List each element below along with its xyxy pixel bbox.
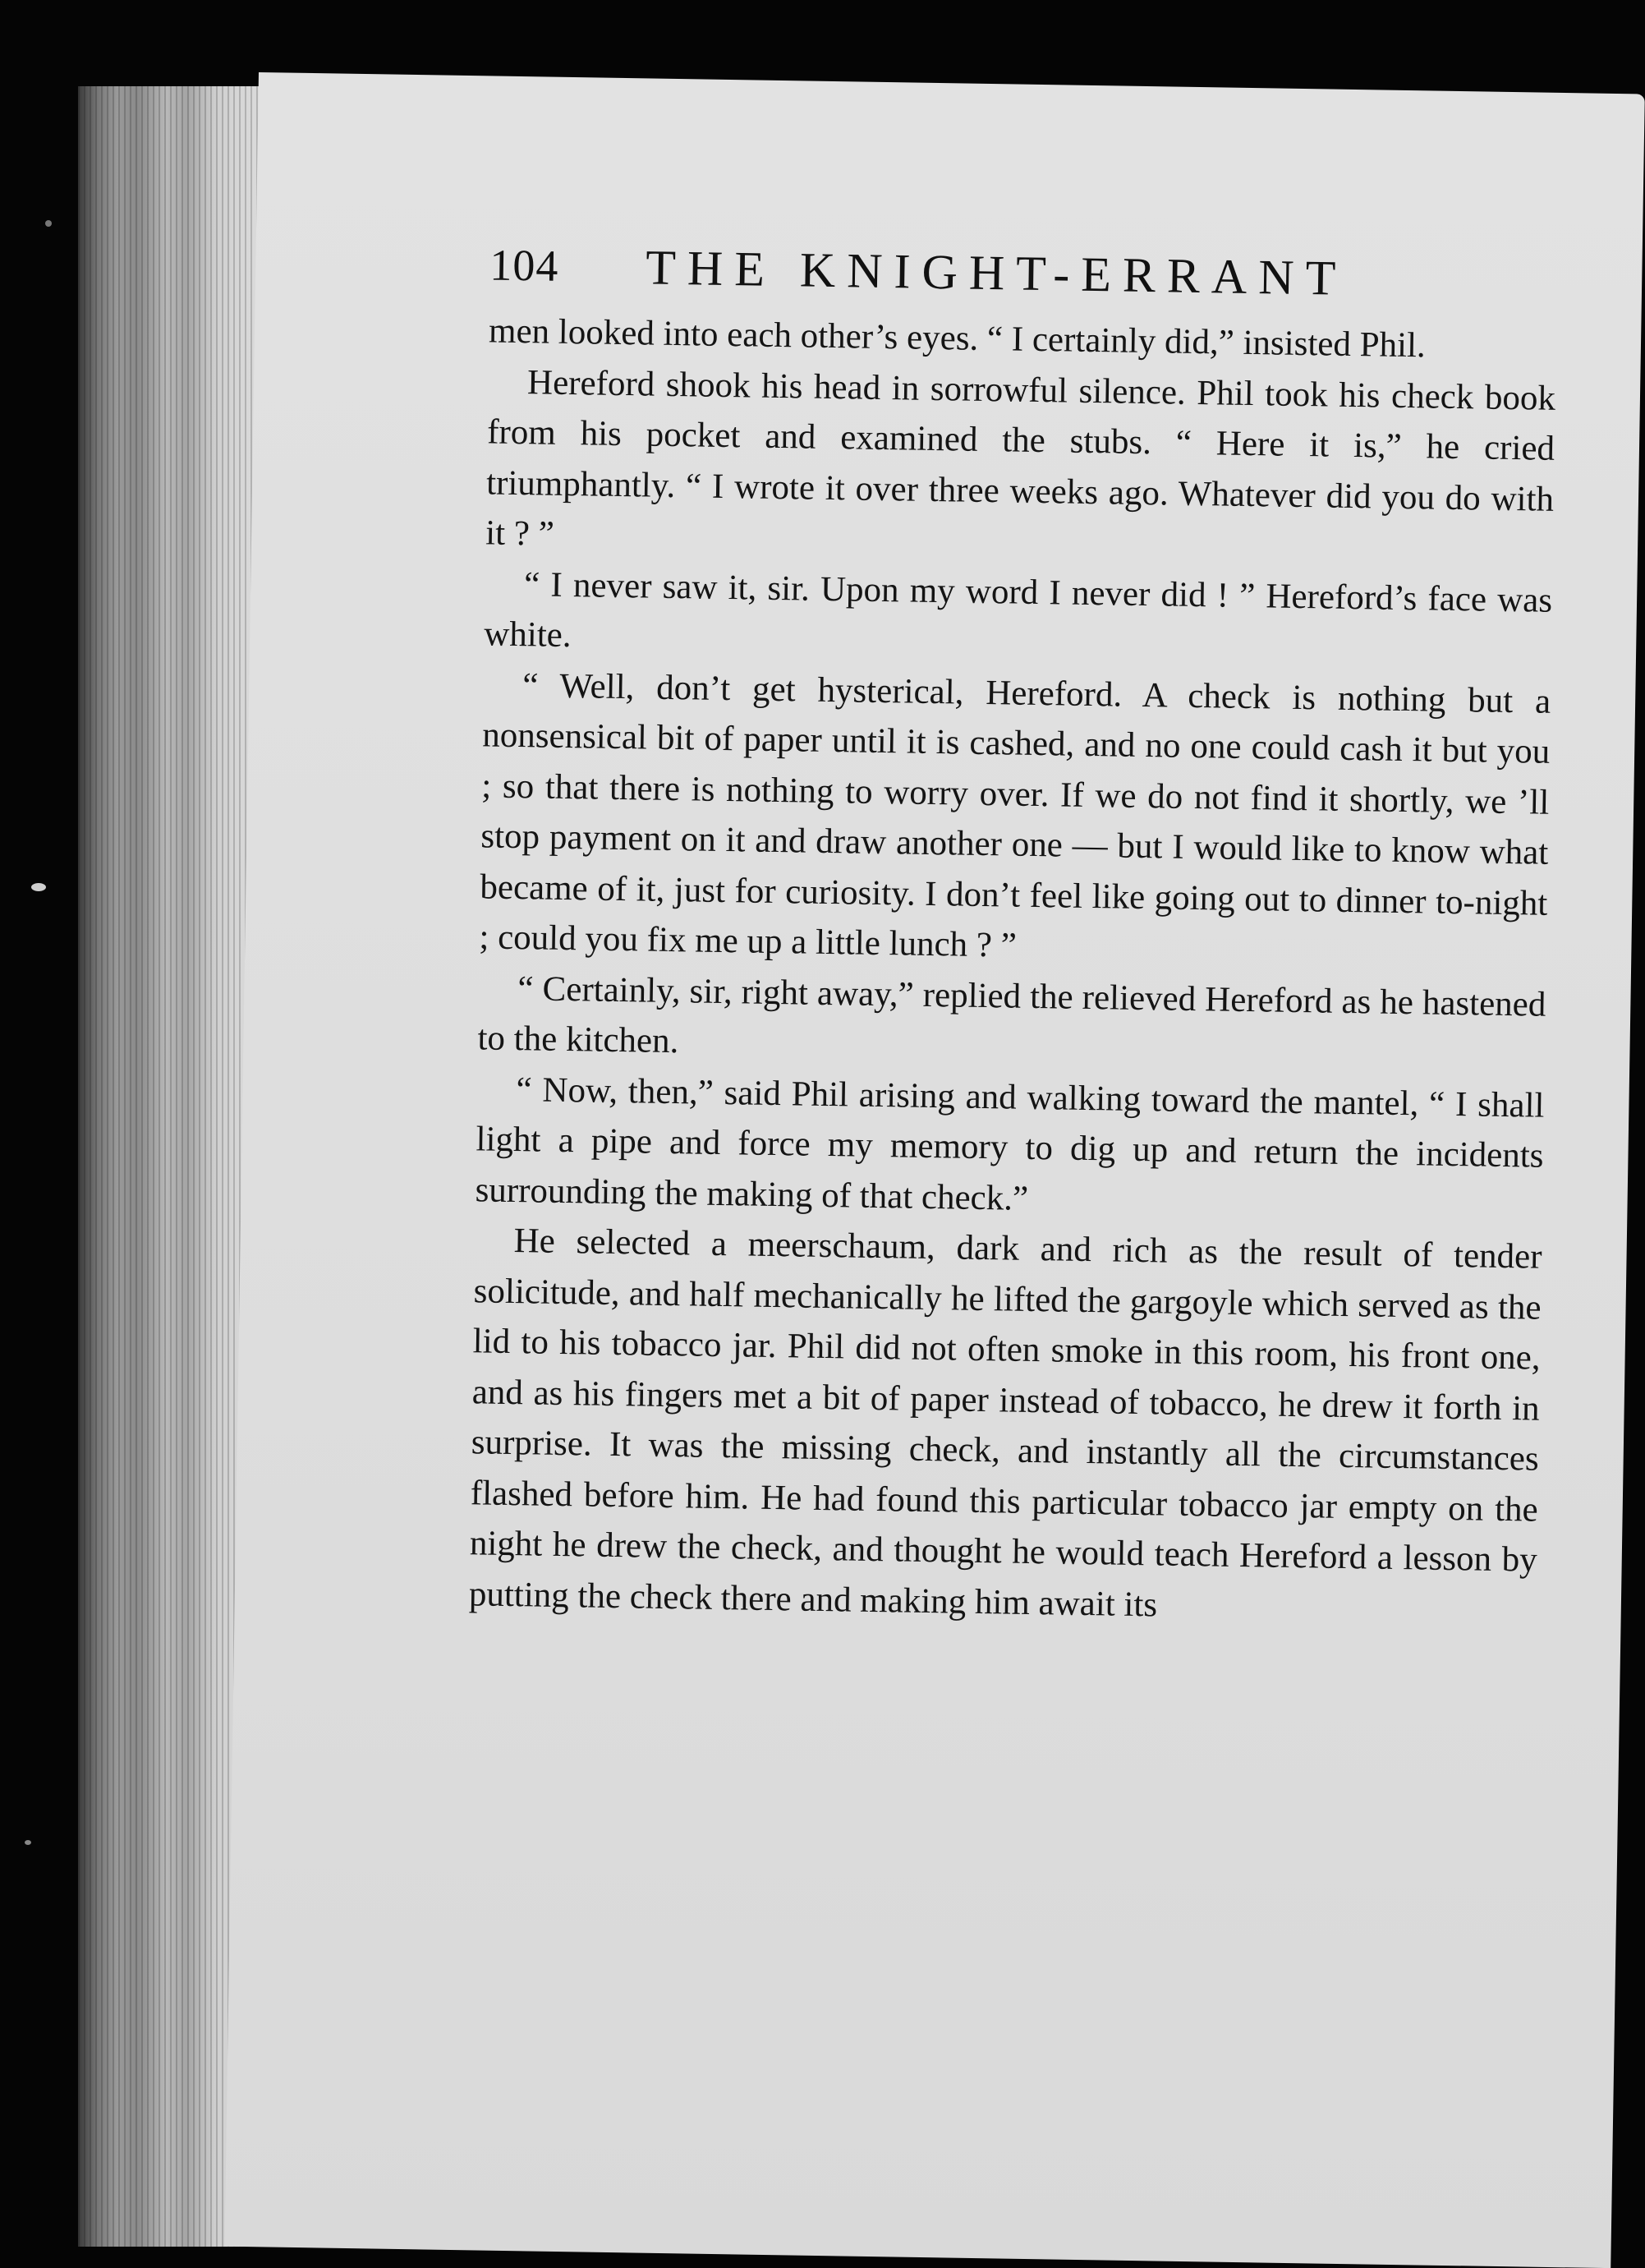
page-header xyxy=(489,232,1459,313)
book-page xyxy=(224,72,1644,2268)
paragraph: Hereford shook his head in sorrowful silence. Phil took his check book from his pocket and examined the stubs. “ Here it is,” he cried triumphantly. “ I wrote it over three weeks ago. Whatever did you do with it ? ” xyxy=(485,362,1556,554)
paragraph: “ Certainly, sir, right away,” replied the relieved Hereford as he hastened to the kitchen. xyxy=(477,968,1546,1061)
paragraph: “ I never saw it, sir. Upon my word I never did ! ” Hereford’s face was white. xyxy=(483,564,1553,656)
paragraph: “ Well, don’t get hysterical, Hereford. A check is nothing but a nonsensical bit of paper until it is cashed, and no one could cash it but you ; so that there is nothing to worry over. If we do not find it shortly, we ’ll stop payment on it and draw another one — but I would like to know what became of it, just for curiosity. I don’t feel like going out to dinner to-night ; could you fix me up a little lunch ? ” xyxy=(479,665,1551,965)
page-number: 104 xyxy=(489,240,559,291)
scan-speck xyxy=(45,220,52,227)
paragraph: He selected a meerschaum, dark and rich as the result of tender solicitude, and half mechanically he lifted the gargoyle which served as the lid to his tobacco jar. Phil did not often smoke in this room, his front one, and as his fingers met a bit of paper instead of tobacco, he drew it forth in surprise. It was the missing check, and instantly all the circumstances flashed before him. He had found this particular tobacco jar empty on the night he drew the check, and thought he would teach Hereford a lesson by putting the check there and making him await its xyxy=(468,1221,1542,1624)
scan-speck xyxy=(31,883,46,891)
paragraph: “ Now, then,” said Phil arising and walking toward the mantel, “ I shall light a pipe and force my memory to dig up and return the incidents surrounding the making of that check.” xyxy=(475,1070,1545,1218)
paragraph: men looked into each other’s eyes. “ I certainly did,” insisted Phil. xyxy=(488,311,1427,366)
scan-speck xyxy=(25,1840,31,1845)
running-head: THE KNIGHT-ERRANT xyxy=(645,240,1348,306)
body-text xyxy=(468,306,1556,1635)
